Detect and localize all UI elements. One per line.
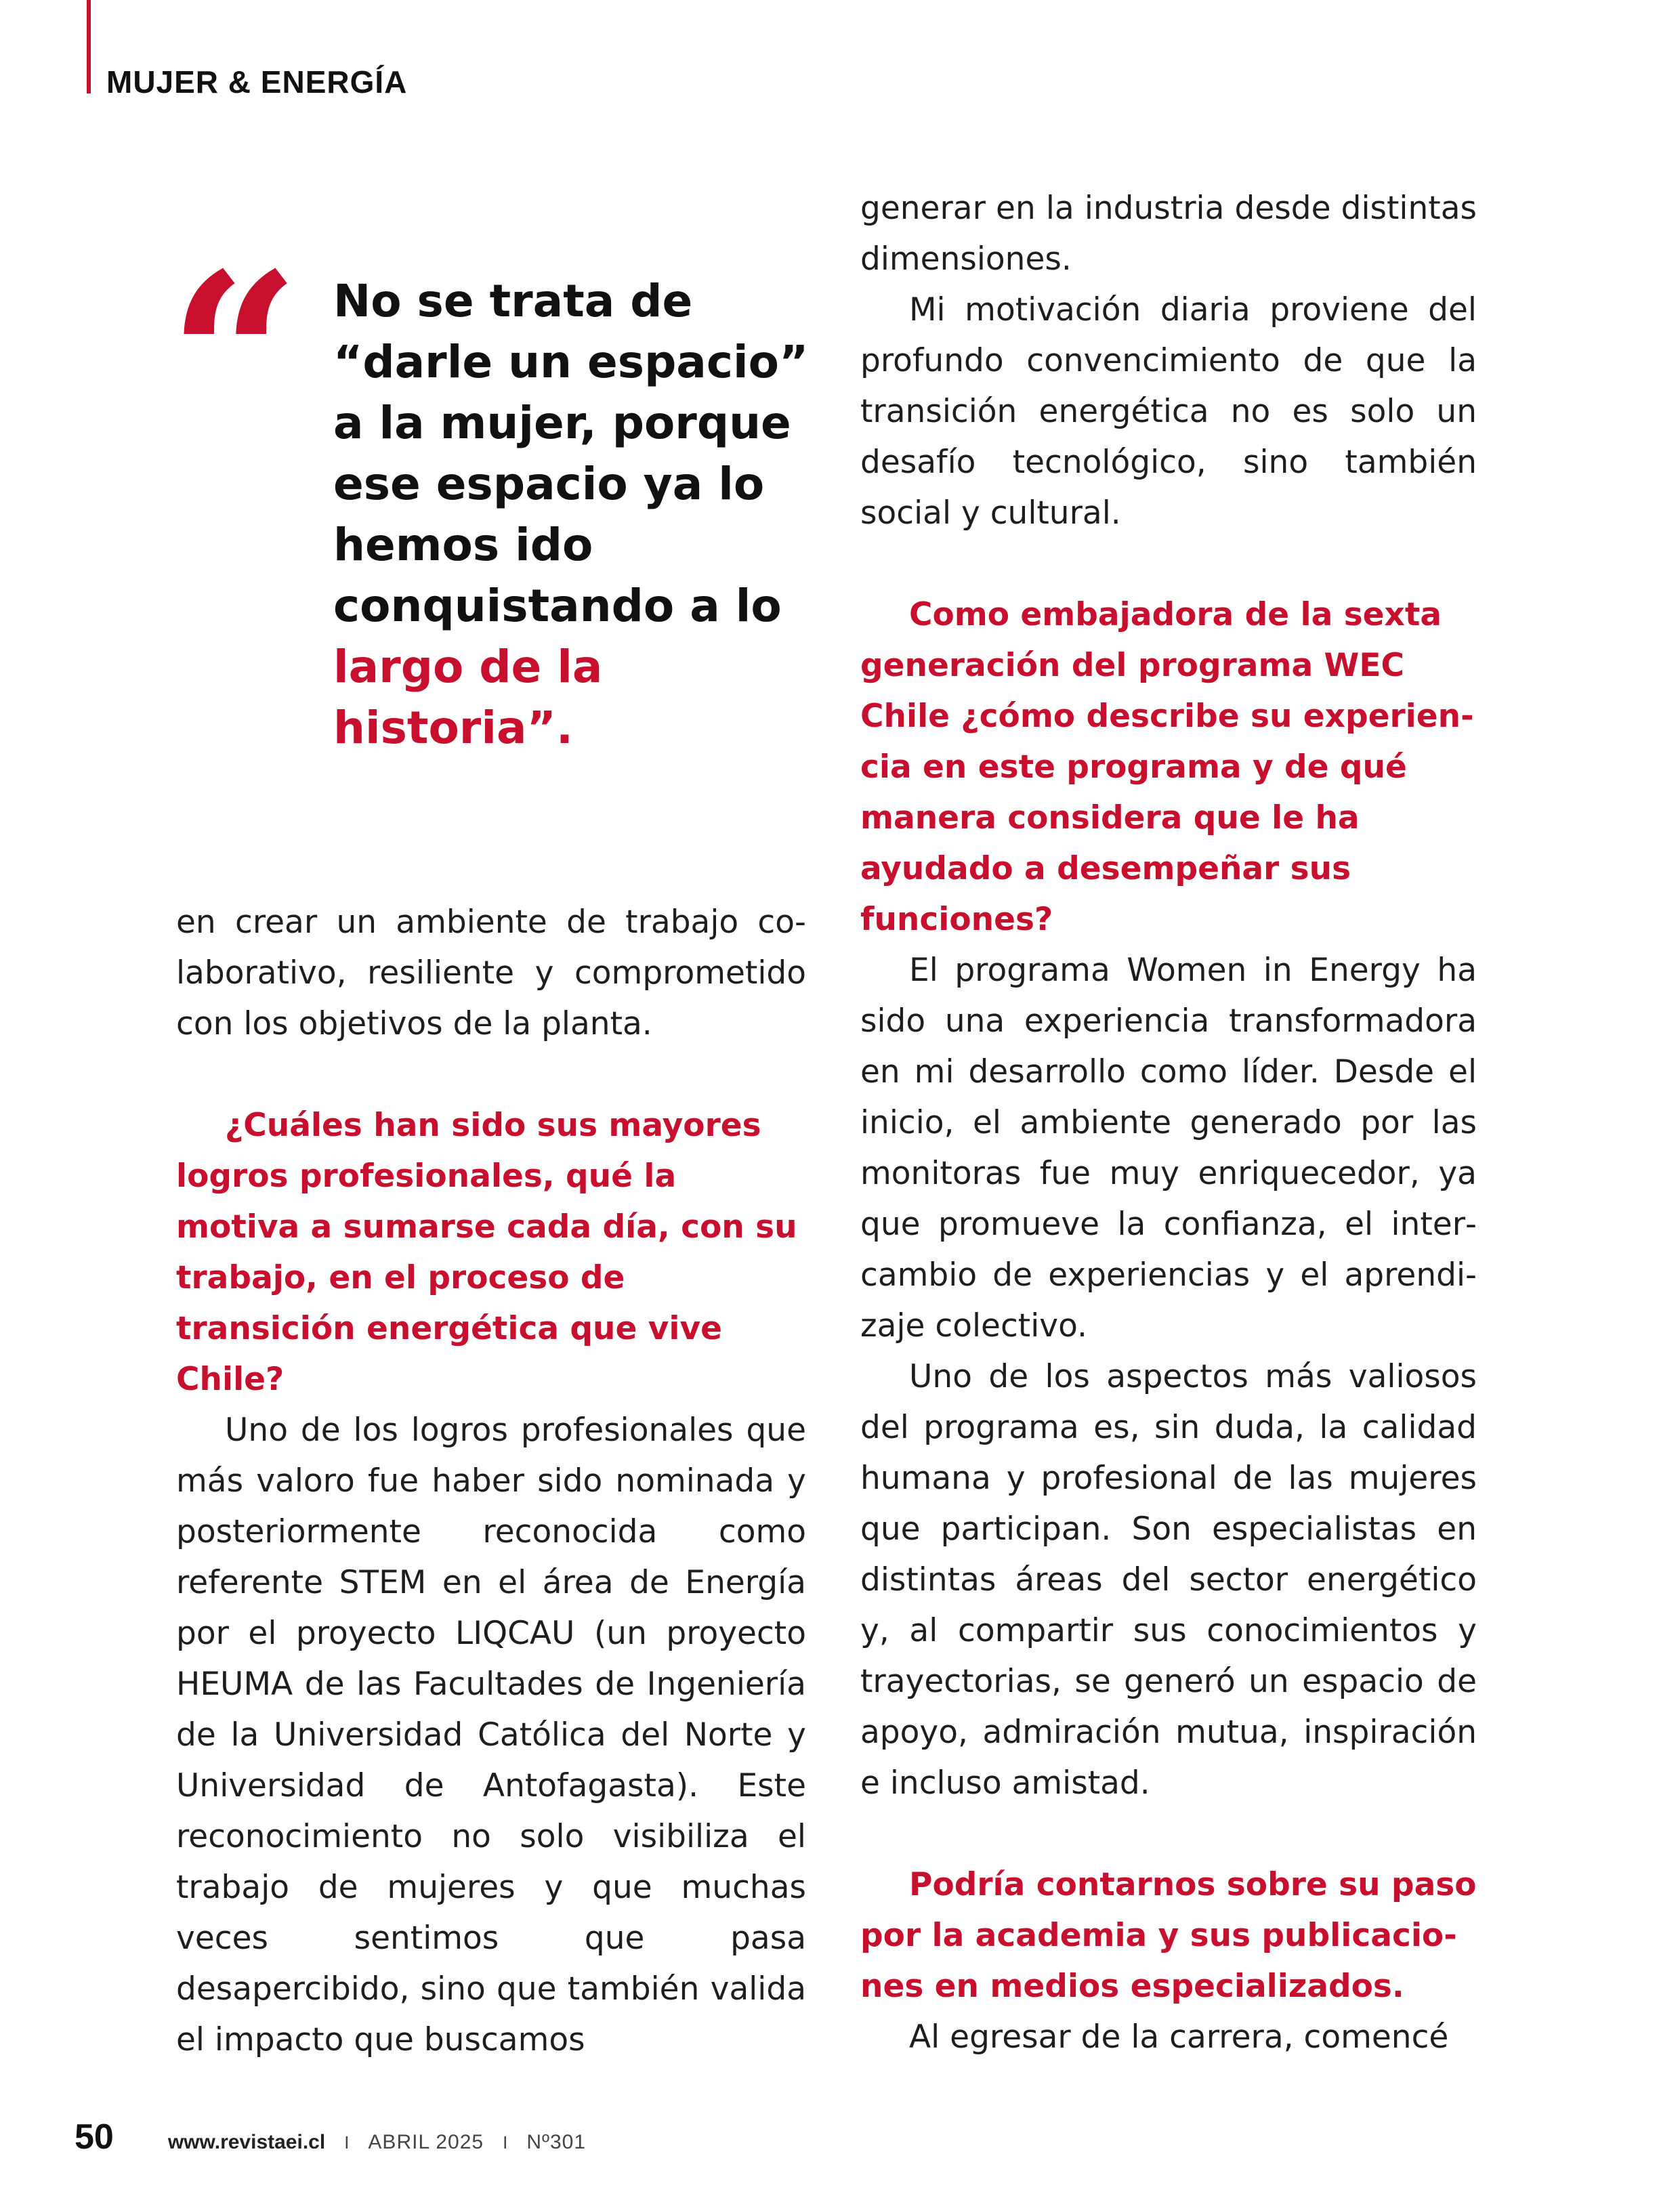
body-paragraph: en crear un ambiente de trabajo colaborativo, resiliente y comprometido con los objetivos de la planta. xyxy=(176,904,806,1042)
body-paragraph: Mi motivación diaria proviene del profundo convencimiento de que la transición energética no es solo un desafío tecnológico, sino también social y cultural. xyxy=(860,291,1477,532)
interview-question: Como embajadora de la sexta generación del programa WEC Chile ¿cómo describe su experiencia en este programa y de qué manera considera que le ha ayudado a desempeñar sus funciones? xyxy=(860,596,1474,938)
page-number: 50 xyxy=(75,2117,114,2157)
footer-separator: I xyxy=(344,2132,350,2153)
interview-question: Podría contarnos sobre su paso por la academia y sus publicaciones en medios especializados. xyxy=(860,1866,1477,2005)
pull-quote-text: No se trata de “darle un espacio” a la mujer, porque ese espacio ya lo hemos ido conquistando a lo xyxy=(333,275,809,632)
pull-quote xyxy=(333,271,848,759)
body-paragraph: generar en la industria desde distintas dimensiones. xyxy=(860,190,1477,278)
issue-date: ABRIL 2025 xyxy=(368,2131,484,2153)
quote-mark-icon: “ xyxy=(168,224,301,494)
right-column xyxy=(860,183,1477,2062)
body-paragraph: Uno de los logros profesionales que más valoro fue haber sido nominada y posteriormente reconocida como referente STEM en el área de Energía por el proyecto LIQCAU (un proyecto HEUMA de las Facultades de Ingeniería de la Universidad Católica del Norte y Universidad de Antofagasta). Este reconocimiento no solo visibiliza el trabajo de mujeres y que muchas veces sentimos que pasa desapercibido, sino que también valida el impacto que buscamos xyxy=(176,1412,806,2058)
pull-quote-accent-text: largo de la historia”. xyxy=(333,641,603,754)
issue-number: Nº301 xyxy=(526,2131,587,2153)
section-label: MUJER & ENERGÍA xyxy=(106,64,408,100)
interview-question: ¿Cuáles han sido sus mayores logros profesionales, qué la motiva a sumarse cada día, con su trabajo, en el proceso de transición energética que vive Chile? xyxy=(176,1107,797,1398)
body-paragraph: Uno de los aspectos más valiosos del programa es, sin duda, la calidad humana y profesional de las mujeres que participan. Son especialistas en distintas áreas del sector energético y, al compartir sus conocimientos y trayectorias, se generó un espacio de apoyo, admiración mutua, inspiración e incluso amistad. xyxy=(860,1358,1477,1802)
page-footer xyxy=(75,2117,586,2164)
body-paragraph: Al egresar de la carrera, comencé xyxy=(909,2018,1449,2056)
left-column xyxy=(176,897,806,2065)
section-accent-bar xyxy=(87,0,91,93)
body-paragraph: El programa Women in Energy ha sido una experiencia transformadora en mi desarrollo como líder. Desde el inicio, el ambiente generado por las monitoras fue muy enriquecedor, ya que promueve la confianza, el intercambio de experiencias y el aprendizaje colectivo. xyxy=(860,952,1477,1345)
footer-separator: I xyxy=(503,2132,508,2153)
website-link[interactable]: www.revistaei.cl xyxy=(167,2131,326,2153)
